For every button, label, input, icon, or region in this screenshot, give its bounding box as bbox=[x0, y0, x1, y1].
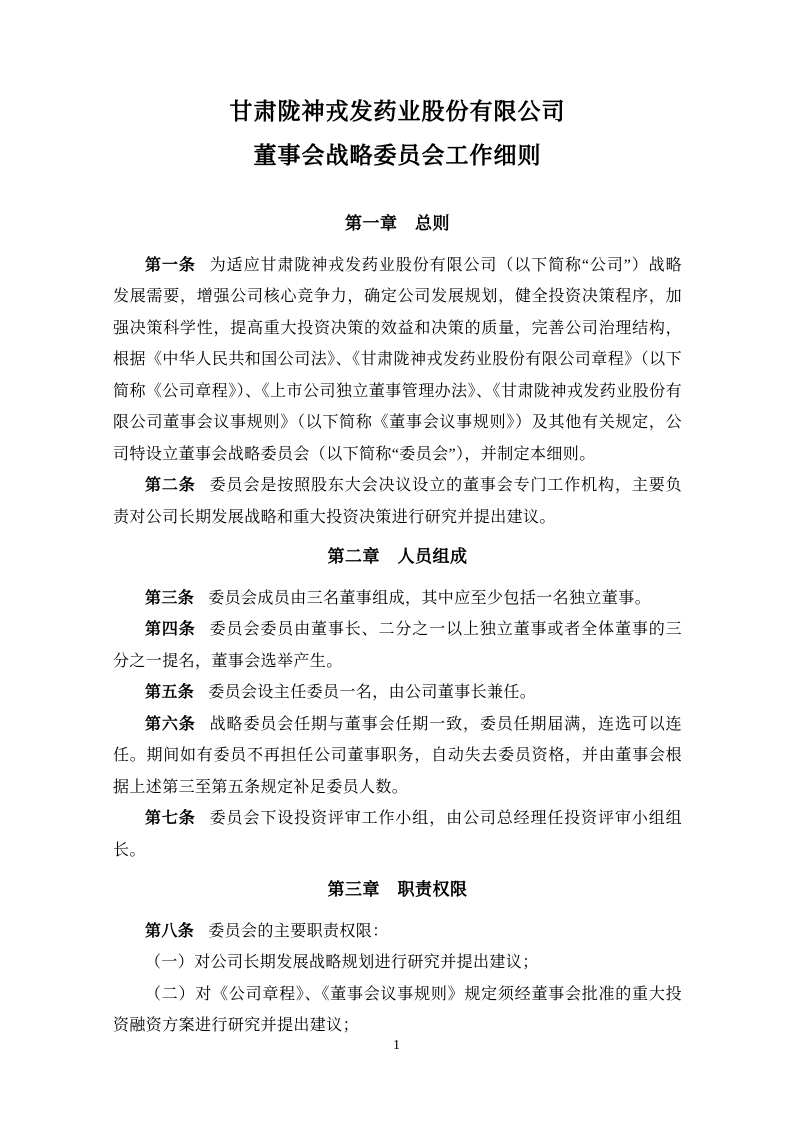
article-2 bbox=[113, 470, 682, 533]
page-number: 1 bbox=[393, 1038, 400, 1053]
document-title-line1: 甘肃陇神戎发药业股份有限公司 bbox=[229, 99, 566, 124]
article-1-text: 为适应甘肃陇神戎发药业股份有限公司（以下简称“公司”）战略发展需要，增强公司核心竞争力，确定公司发展规划，健全投资决策程序，加强决策科学性，提高重大投资决策的效益和决策的质量，完善公司治理结构，根据《中华人民共和国公司法》、《甘肃陇神戎发药业股份有限公司章程》（以下简称《公司章程》）、《上市公司独立董事管理办法》、《甘肃陇神戎发药业股份有限公司董事会议事规则》（以下简称《董事会议事规则》）及其他有关规定，公司特设立董事会战略委员会（以下简称“委员会”），并制定本细则。 bbox=[113, 256, 682, 463]
article-8-label: 第八条 bbox=[145, 922, 195, 940]
article-2-label: 第二条 bbox=[145, 477, 196, 494]
article-4-text: 委员会委员由董事长、二分之一以上独立董事或者全体董事的三分之一提名，董事会选举产生。 bbox=[113, 621, 683, 670]
article-1-label: 第一条 bbox=[145, 256, 196, 274]
article-4 bbox=[113, 614, 682, 677]
article-6 bbox=[113, 709, 682, 804]
article-2-text: 委员会是按照股东大会决议设立的董事会专门工作机构，主要负责对公司长期发展战略和重大投资决策进行研究并提出建议。 bbox=[113, 477, 683, 526]
article-7 bbox=[113, 803, 682, 866]
article-1 bbox=[113, 250, 682, 471]
article-6-text: 战略委员会任期与董事会任期一致，委员任期届满，连选可以连任。期间如有委员不再担任公司董事职务，自动失去委员资格，并由董事会根据上述第三至第五条规定补足委员人数。 bbox=[113, 715, 683, 796]
article-3 bbox=[113, 583, 682, 615]
article-5-text: 委员会设主任委员一名，由公司董事长兼任。 bbox=[208, 684, 537, 701]
article-3-text: 委员会成员由三名董事组成，其中应至少包括一名独立董事。 bbox=[208, 589, 652, 607]
document-title-line2: 董事会战略委员会工作细则 bbox=[253, 143, 542, 168]
article-8-text: 委员会的主要职责权限： bbox=[208, 922, 389, 940]
article-6-label: 第六条 bbox=[145, 715, 196, 733]
article-7-label: 第七条 bbox=[145, 810, 196, 827]
article-5-label: 第五条 bbox=[145, 684, 195, 701]
article-7-text: 委员会下设投资评审工作小组，由公司总经理任投资评审小组组长。 bbox=[113, 810, 683, 859]
article-8-item-2: （二）对《公司章程》、《董事会议事规则》规定须经董事会批准的重大投资融资方案进行研究并提出建议； bbox=[113, 985, 682, 1034]
article-8 bbox=[113, 916, 682, 948]
article-4-label: 第四条 bbox=[145, 621, 196, 638]
article-3-label: 第三条 bbox=[145, 589, 195, 607]
chapter-2-heading: 第二章 人员组成 bbox=[327, 547, 468, 566]
article-8-item-1: （一）对公司长期发展战略规划进行研究并提出建议； bbox=[145, 954, 539, 971]
chapter-3-heading: 第三章 职责权限 bbox=[327, 880, 468, 899]
article-5 bbox=[113, 677, 682, 709]
chapter-1-heading: 第一章 总则 bbox=[345, 214, 450, 233]
